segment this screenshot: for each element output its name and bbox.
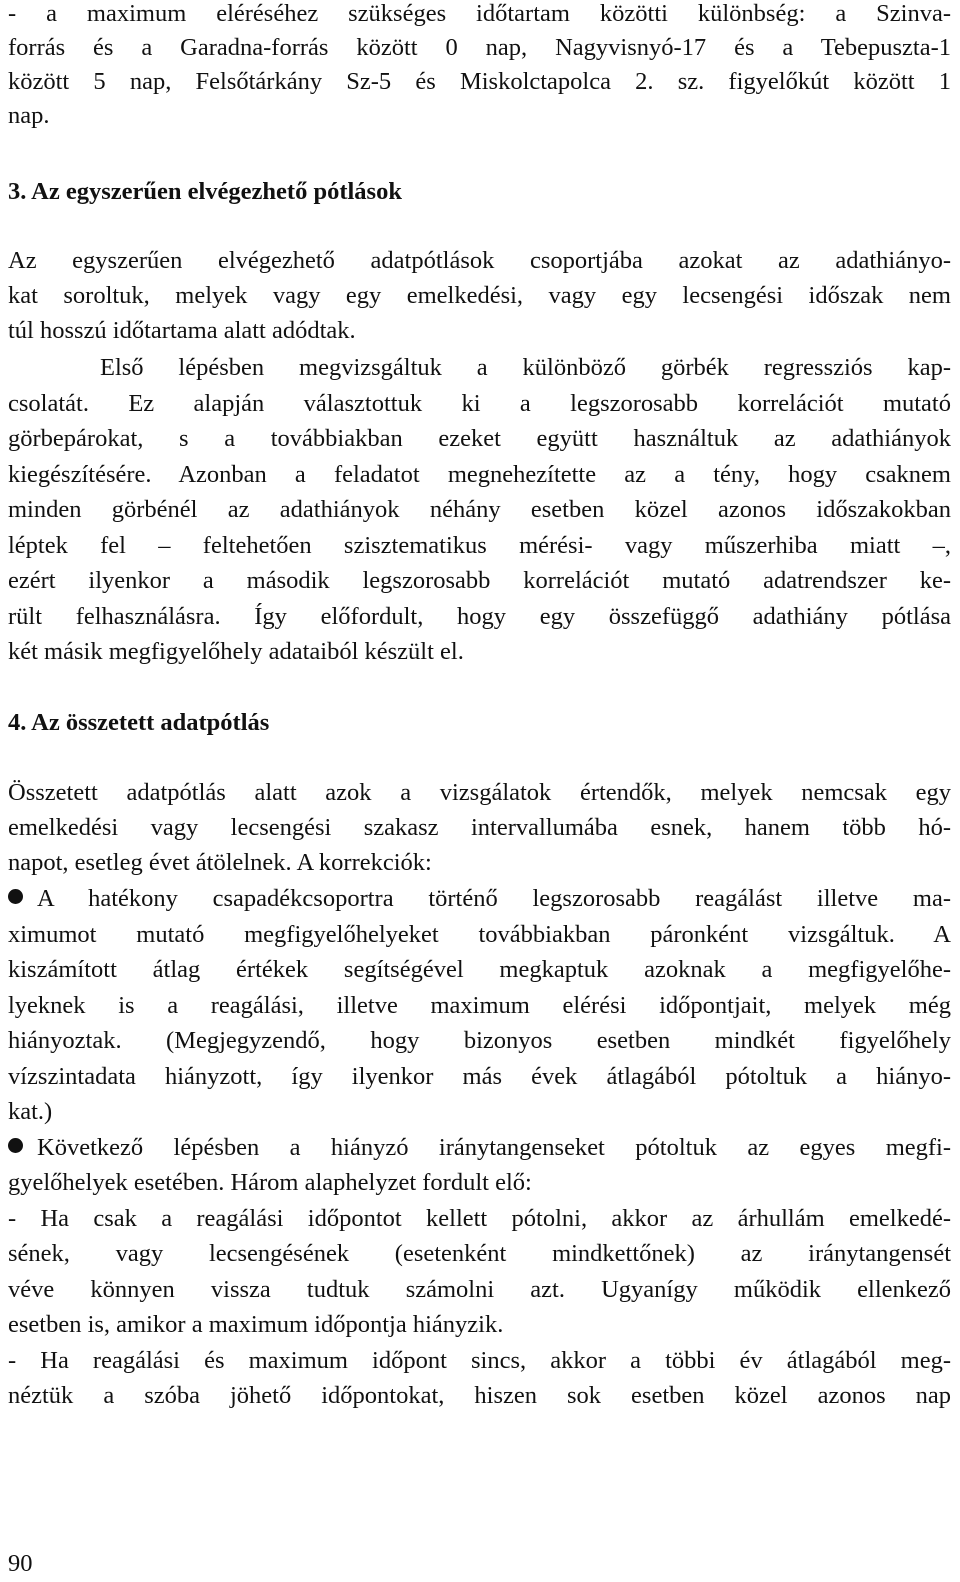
section-3-paragraph-line: kat soroltuk, melyek vagy egy emelkedési, vagy egy lecsengési időszak nem [8, 282, 951, 309]
bullet-item-line: ximumot mutató megfigyelőhelyeket továbbiakban páronként vizsgáltuk. A [8, 921, 951, 948]
section-3-paragraph-line: kiegészítésére. Azonban a feladatot megnehezítette az a tény, hogy csaknem [8, 461, 951, 488]
section-3-heading: 3. Az egyszerűen elvégezhető pótlások [8, 178, 402, 205]
dash-item-line: - Ha csak a reagálási időpontot kellett pótolni, akkor az árhullám emelkedé- [8, 1205, 951, 1232]
section-3-paragraph-line: ezért ilyenkor a második legszorosabb korrelációt mutató adatrendszer ke- [8, 567, 951, 594]
bullet-item-line: Következő lépésben a hiányzó iránytangenseket pótoltuk az egyes megfi- [8, 1130, 951, 1166]
section-4-paragraph-line: Összetett adatpótlás alatt azok a vizsgálatok értendők, melyek nemcsak egy [8, 779, 951, 806]
dash-item-line: sének, vagy lecsengésének (esetenként mindkettőnek) az iránytangensét [8, 1240, 951, 1267]
intro-line: - a maximum eléréséhez szükséges időtartam közötti különbség: a Szinva- [8, 0, 951, 27]
bullet-dot-icon [8, 1138, 23, 1153]
bullet-item-line: hiányoztak. (Megjegyzendő, hogy bizonyos esetben mindkét figyelőhely [8, 1027, 951, 1054]
section-3-paragraph-line: Az egyszerűen elvégezhető adatpótlások csoportjába azokat az adathiányo- [8, 247, 951, 274]
section-3-paragraph-line: két másik megfigyelőhely adataiból készült el. [8, 638, 464, 665]
bullet-item-line: lyeknek is a reagálási, illetve maximum elérési időpontjait, melyek még [8, 992, 951, 1019]
bullet-item-line: kiszámított átlag értékek segítségével megkaptuk azoknak a megfigyelőhe- [8, 956, 951, 983]
intro-line: között 5 nap, Felsőtárkány Sz-5 és Miskolctapolca 2. sz. figyelőkút között 1 [8, 68, 951, 95]
bullet-dot-icon [8, 889, 23, 904]
section-3-paragraph-line: minden görbénél az adathiányok néhány esetben közel azonos időszakokban [8, 496, 951, 523]
section-3-paragraph-line: léptek fel – feltehetően szisztematikus mérési- vagy műszerhiba miatt –, [8, 532, 951, 559]
section-3-paragraph-line: rült felhasználásra. Így előfordult, hogy egy összefüggő adathiány pótlása [8, 603, 951, 630]
bullet-item-line: vízszintadata hiányzott, így ilyenkor más évek átlagából pótoltuk a hiányo- [8, 1063, 951, 1090]
bullet-item-line: gyelőhelyek esetében. Három alaphelyzet fordult elő: [8, 1169, 532, 1196]
intro-line: forrás és a Garadna-forrás között 0 nap, Nagyvisnyó-17 és a Tebepuszta-1 [8, 34, 951, 61]
dash-item-line: - Ha reagálási és maximum időpont sincs, akkor a többi év átlagából meg- [8, 1347, 951, 1374]
page-number: 90 [8, 1550, 33, 1577]
section-3-paragraph-line: túl hosszú időtartama alatt adódtak. [8, 317, 356, 344]
section-3-paragraph-line: Első lépésben megvizsgáltuk a különböző görbék regressziós kap- [100, 354, 951, 381]
section-4-heading: 4. Az összetett adatpótlás [8, 709, 270, 736]
section-4-paragraph-line: napot, esetleg évet átölelnek. A korrekciók: [8, 849, 432, 876]
intro-line: nap. [8, 102, 50, 129]
section-3-paragraph-line: görbepárokat, s a továbbiakban ezeket együtt használtuk az adathiányok [8, 425, 951, 452]
dash-item-line: néztük a szóba jöhető időpontokat, hiszen sok esetben közel azonos nap [8, 1382, 951, 1409]
section-3-paragraph-line: csolatát. Ez alapján választottuk ki a legszorosabb korrelációt mutató [8, 390, 951, 417]
dash-item-line: esetben is, amikor a maximum időpontja hiányzik. [8, 1311, 504, 1338]
dash-item-line: véve könnyen vissza tudtuk számolni azt. Ugyanígy működik ellenkező [8, 1276, 951, 1303]
bullet-item-line: A hatékony csapadékcsoportra történő legszorosabb reagálást illetve ma- [8, 881, 951, 917]
bullet-item-line: kat.) [8, 1098, 53, 1125]
section-4-paragraph-line: emelkedési vagy lecsengési szakasz intervallumába esnek, hanem több hó- [8, 814, 951, 841]
